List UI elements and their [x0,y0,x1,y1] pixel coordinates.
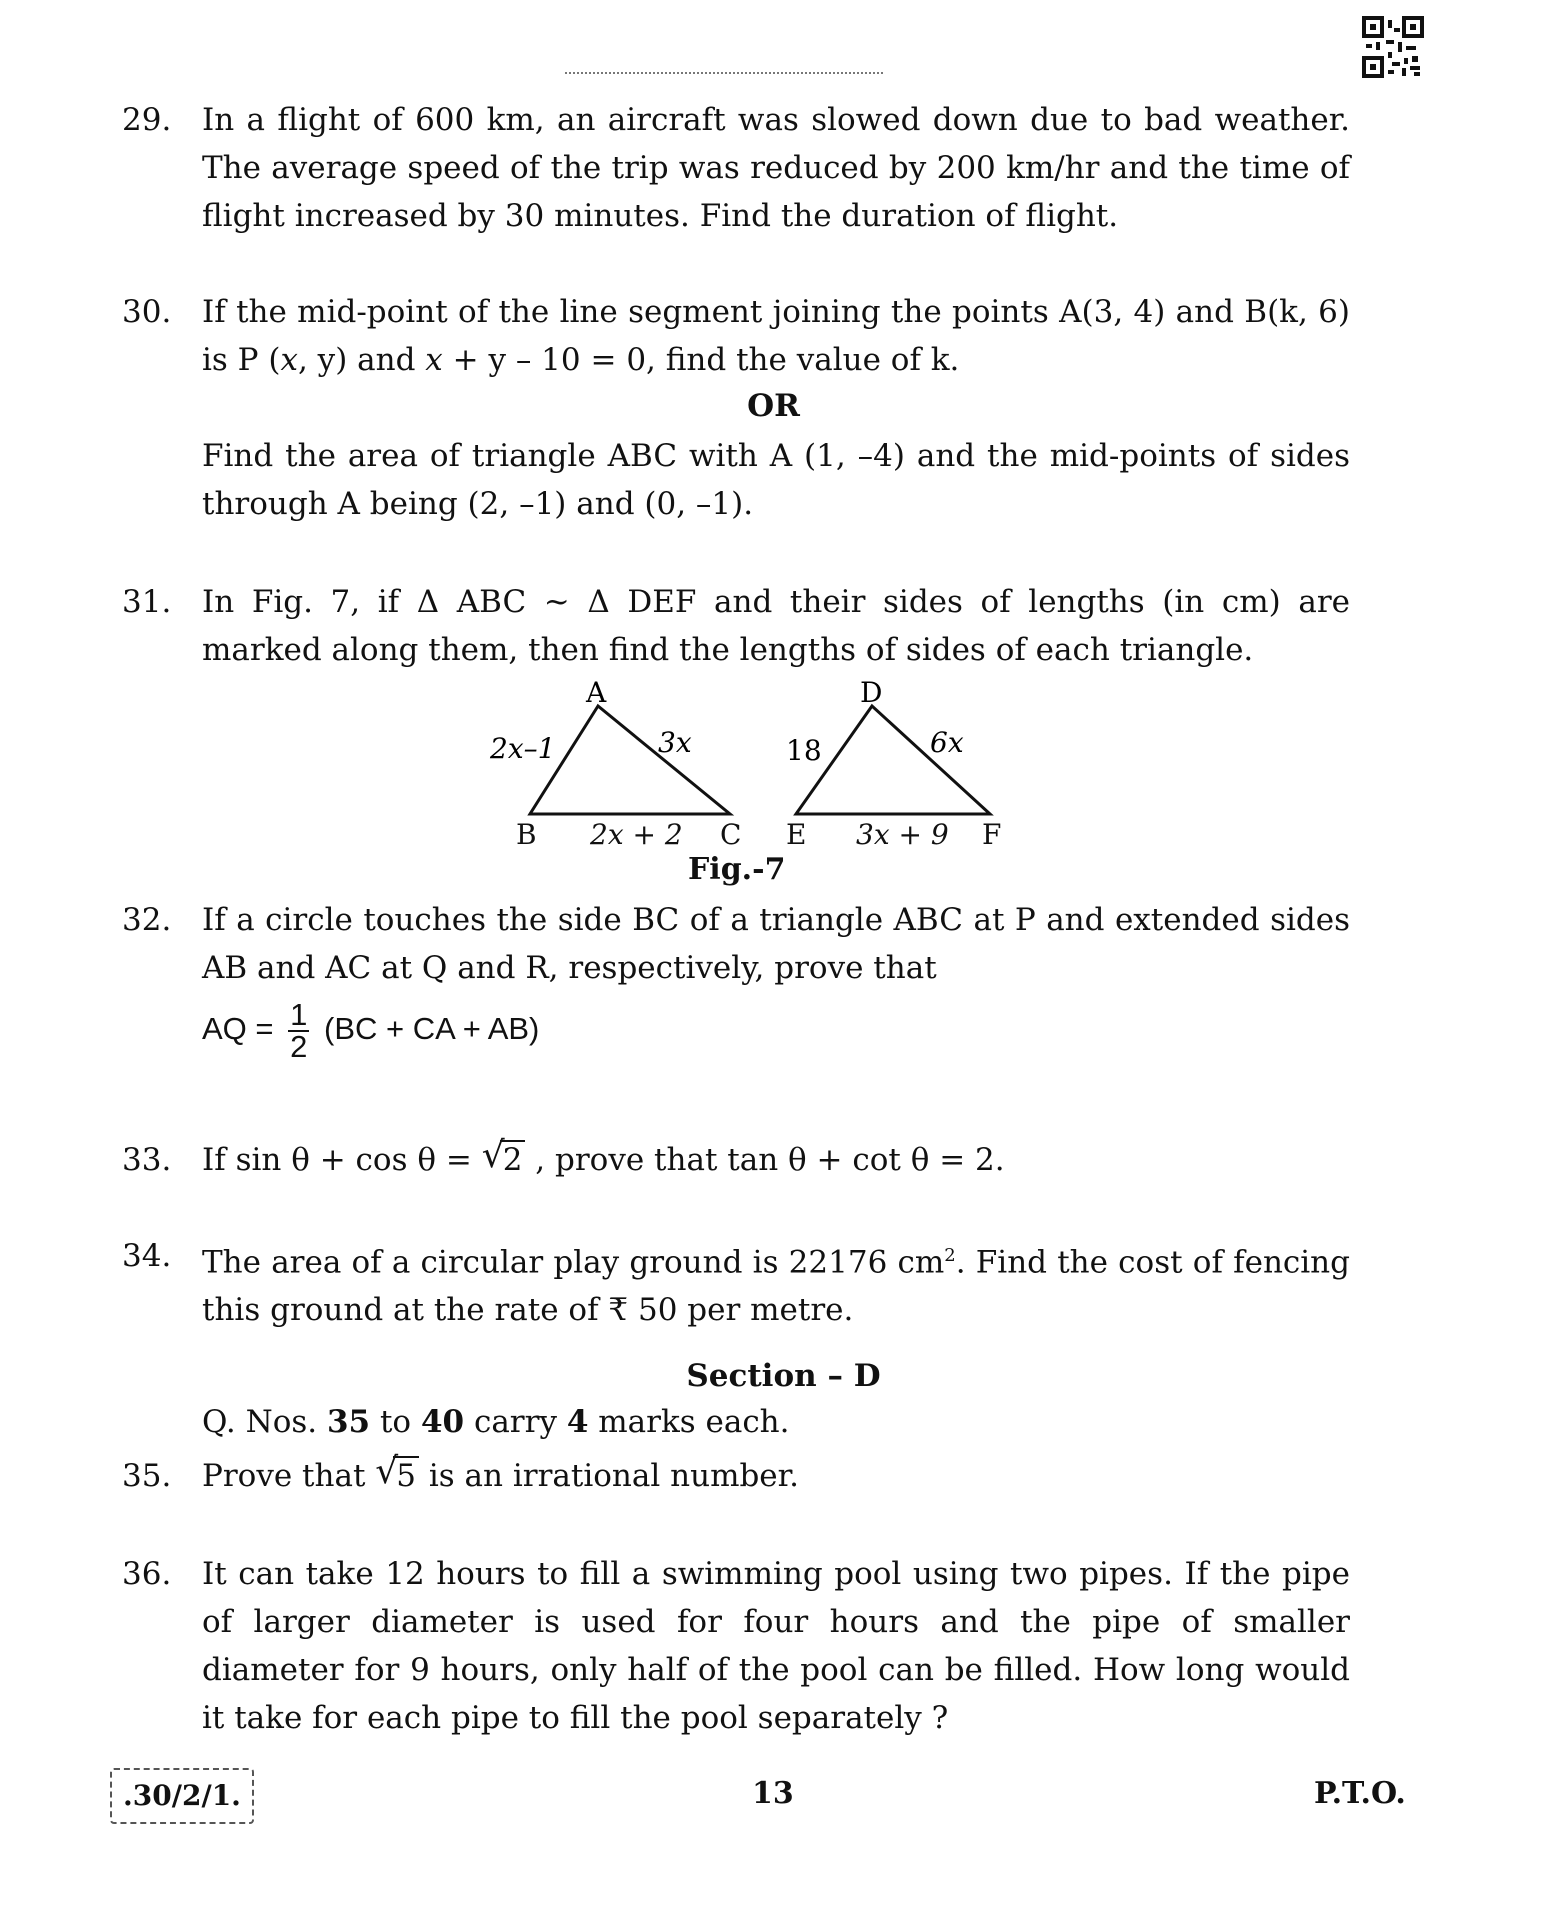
side-bc-label: 2x + 2 [590,818,683,851]
qr-code-icon [1362,16,1424,78]
please-turn-over: P.T.O. [1314,1776,1406,1811]
side-ab-label: 2x–1 [490,732,556,765]
paper-code-box: .30/2/1. [110,1768,254,1824]
figure-7-triangles [480,676,1020,836]
question-35-number: 35. [122,1458,172,1494]
or-separator: OR [747,388,800,424]
triangle-def [796,706,990,814]
question-32-text: If a circle touches the side BC of a triangle ABC at P and extended sides AB and AC at Q and R, respectively, prove that [202,902,1350,986]
question-34-number: 34. [122,1238,172,1274]
vertex-e-label: E [786,818,807,851]
question-30-text: If the mid-point of the line segment joining the points A(3, 4) and B(k, 6) is P (x, y) and x + y – 10 = 0, find the value of k. [202,294,1350,378]
vertex-b-label-text: B [516,818,537,851]
triangle-abc [530,706,730,814]
section-d-heading: Section – D [686,1358,881,1394]
question-36-text: It can take 12 hours to fill a swimming pool using two pipes. If the pipe of larger diameter is used for four hours and the pipe of smaller diameter for 9 hours, only half of the pool can be filled. How long would it take for each pipe to fill the pool separately ? [202,1556,1350,1736]
side-ac-label: 3x [658,726,692,759]
side-ef-label: 3x + 9 [856,818,949,851]
side-de-label: 18 [786,734,822,767]
section-d-note: Q. Nos. 35 to 40 carry 4 marks each. [202,1404,790,1440]
vertex-c-label: C [720,818,742,851]
vertex-a-label: A [586,676,607,709]
vertex-f-label: F [982,818,1002,851]
question-32-number: 32. [122,902,172,938]
question-32-formula: AQ = $\frac{1}{2}$ (BC + CA + AB) [202,997,540,1064]
header-dotted-line [565,72,883,74]
question-31-number: 31. [122,584,172,620]
page-number: 13 [752,1776,794,1811]
figure-caption: Fig.-7 [688,852,786,887]
question-31-text: In Fig. 7, if Δ ABC ~ Δ DEF and their sides of lengths (in cm) are marked along them, then find the lengths of sides of each triangle. [202,584,1350,668]
question-36-number: 36. [122,1556,172,1592]
question-30-alternative: Find the area of triangle ABC with A (1, –4) and the mid-points of sides through A being (2, –1) and (0, –1). [202,438,1350,522]
question-35-text: Prove that √ 5 is an irrational number. [202,1451,799,1494]
question-33-number: 33. [122,1142,172,1178]
question-30-number: 30. [122,294,172,330]
question-33-text: If sin θ + cos θ = √ 2 , prove that tan θ + cot θ = 2. [202,1135,1005,1178]
side-df-label: 6x [930,726,964,759]
question-29-number: 29. [122,102,172,138]
vertex-d-label: D [860,676,883,709]
question-29-text: In a flight of 600 km, an aircraft was slowed down due to bad weather. The average speed of the trip was reduced by 200 km/hr and the time of flight increased by 30 minutes. Find the duration of flight. [202,102,1350,234]
question-34-text: The area of a circular play ground is 22176 $cm^2$. Find the cost of fencing this ground at the rate of ₹ 50 per metre. [202,1244,1350,1329]
